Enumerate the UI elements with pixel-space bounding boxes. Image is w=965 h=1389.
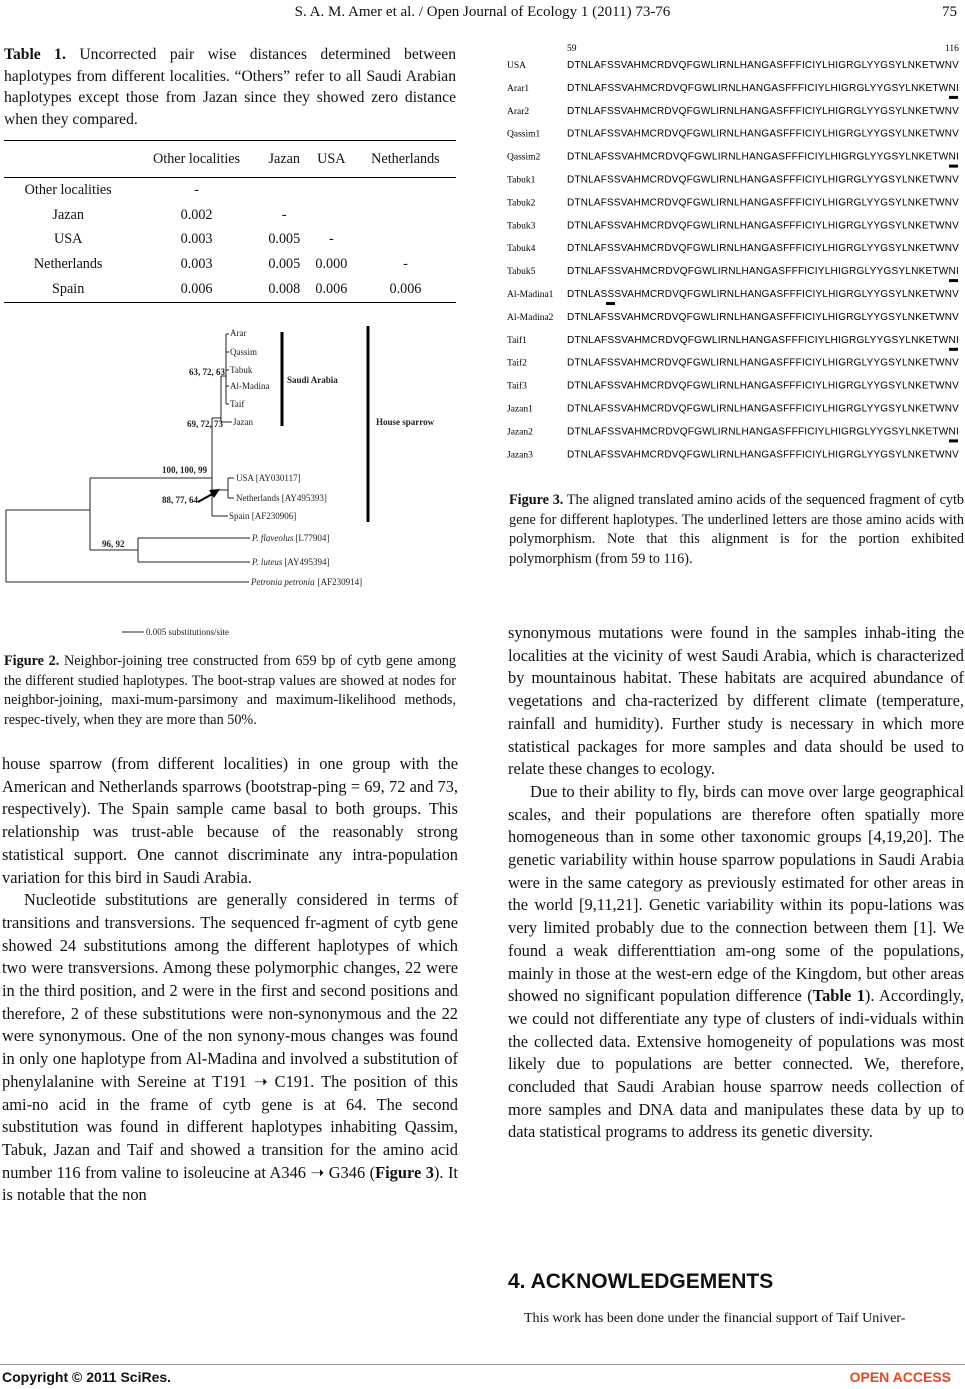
table-column-header: Netherlands bbox=[355, 141, 456, 178]
amino-acid-sequence: DTNLAFSSVAHMCRDVQFGWLIRNLHANGASFFFICIYLHIGRGLYYGSYLNKETWNV bbox=[567, 243, 960, 255]
table-cell bbox=[355, 203, 456, 228]
arrow-icon: ➝ bbox=[310, 1162, 325, 1182]
table-cell: 0.006 bbox=[355, 277, 456, 302]
amino-acid-sequence: DTNLAFSSVAHMCRDVQFGWLIRNLHANGASFFFICIYLHIGRGLYYGSYLNKETWNI bbox=[567, 266, 959, 278]
table-cell: - bbox=[281, 206, 287, 223]
table-cell bbox=[308, 203, 355, 228]
taxon-label: USA [AY030117] bbox=[236, 473, 301, 483]
table-cell: 0.005 bbox=[268, 231, 301, 248]
amino-acid-sequence: DTNLAFSSVAHMCRDVQFGWLIRNLHANGASFFFICIYLHIGRGLYYGSYLNKETWNV bbox=[567, 220, 960, 232]
amino-acid-sequence: DTNLAFSSVAHMCRDVQFGWLIRNLHANGASFFFICIYLHIGRGLYYGSYLNKETWNV bbox=[567, 174, 960, 186]
amino-acid-sequence: DTNLAFSSVAHMCRDVQFGWLIRNLHANGASFFFICIYLHIGRGLYYGSYLNKETWNV bbox=[567, 449, 960, 461]
bootstrap-label: 63, 72, 63 bbox=[189, 367, 225, 377]
amino-acid-sequence: DTNLAFSSVAHMCRDVQFGWLIRNLHANGASFFFICIYLHIGRGLYYGSYLNKETWNV bbox=[567, 105, 960, 117]
taxon-label: Qassim bbox=[230, 347, 257, 357]
table-cell: Netherlands bbox=[33, 256, 103, 273]
haplotype-label: Arar1 bbox=[507, 83, 530, 94]
figure2-caption-label: Figure 2. bbox=[4, 653, 60, 669]
taxon-label: Jazan bbox=[233, 417, 253, 427]
table-cell: 0.002 bbox=[180, 206, 213, 223]
distance-table bbox=[4, 140, 456, 303]
amino-acid-sequence: DTNLAFSSVAHMCRDVQFGWLIRNLHANGASFFFICIYLHIGRGLYYGSYLNKETWNV bbox=[567, 60, 960, 71]
table-cell: 0.008 bbox=[261, 277, 308, 302]
table-cell bbox=[355, 178, 456, 203]
amino-acid-sequence: DTNLAFSSVAHMCRDVQFGWLIRNLHANGASFFFICIYLHIGRGLYYGSYLNKETWNV bbox=[567, 380, 960, 392]
table-cell: - bbox=[403, 256, 408, 273]
bootstrap-label: 96, 92 bbox=[102, 539, 125, 549]
table-cell: 0.003 bbox=[180, 256, 213, 273]
table-cell: 0.000 bbox=[315, 256, 348, 273]
haplotype-label: Qassim1 bbox=[507, 129, 541, 140]
table-header-row bbox=[4, 141, 456, 178]
table-column-header: USA bbox=[308, 141, 355, 178]
start-position-label: 59 bbox=[567, 44, 577, 54]
haplotype-label: Arar2 bbox=[507, 106, 530, 117]
table-row bbox=[4, 252, 456, 277]
table1-ref: Table 1 bbox=[812, 986, 865, 1006]
taxon-label: Arar bbox=[230, 328, 247, 338]
acknowledgement-text: This work has been done under the financial support of Taif Univer- bbox=[524, 1311, 906, 1326]
figure2-caption bbox=[4, 652, 456, 730]
figure3-caption-text: The aligned translated amino acids of the sequenced fragment of cytb gene for different haplotypes. The underlined letters are those amino acids with polymorphism. Note that this alignment is for the portion exhibited polymorphism (from 59 to 116). bbox=[509, 492, 964, 567]
bootstrap-label: 100, 100, 99 bbox=[162, 465, 207, 475]
haplotype-label: Tabuk3 bbox=[507, 221, 536, 232]
figure2-caption-text: Neighbor-joining tree constructed from 659 bp of cytb gene among the different studied haplotypes. The boot-strap values are showed at nodes for neighbor-joining, maxi-mum-parsimony and maximum-likelihood methods, respec-tively, when they are more than 50%. bbox=[4, 653, 456, 728]
table-cell: USA bbox=[53, 231, 83, 248]
amino-acid-sequence: DTNLAFSSVAHMCRDVQFGWLIRNLHANGASFFFICIYLHIGRGLYYGSYLNKETWNV bbox=[567, 128, 960, 140]
haplotype-label: Tabuk4 bbox=[507, 244, 536, 255]
taxon-label: Al-Madina bbox=[230, 381, 270, 391]
table-column-header: Other localities bbox=[132, 141, 260, 178]
table-cell: Jazan bbox=[52, 206, 84, 223]
amino-acid-sequence: DTNLAFSSVAHMCRDVQFGWLIRNLHANGASFFFICIYLHIGRGLYYGSYLNKETWNV bbox=[567, 403, 960, 415]
haplotype-label: Taif2 bbox=[507, 358, 527, 369]
alignment-figure bbox=[505, 40, 965, 470]
amino-acid-sequence: DTNLAFSSVAHMCRDVQFGWLIRNLHANGASFFFICIYLHIGRGLYYGSYLNKETWNV bbox=[567, 311, 960, 323]
haplotype-label: Tabuk5 bbox=[507, 267, 536, 278]
section-title: 4. ACKNOWLEDGEMENTS bbox=[508, 1270, 774, 1293]
haplotype-label: Al-Madina2 bbox=[507, 312, 554, 323]
page-number: 75 bbox=[942, 4, 957, 20]
amino-acid-sequence: DTNLASSSVAHMCRDVQFGWLIRNLHANGASFFFICIYLHIGRGLYYGSYLNKETWNV bbox=[567, 289, 960, 300]
arrow-icon bbox=[198, 489, 220, 502]
figure3-caption bbox=[509, 491, 964, 569]
polymorphism-mark bbox=[949, 96, 958, 99]
table-cell: Spain bbox=[4, 277, 132, 302]
table-column-header: Jazan bbox=[261, 141, 308, 178]
taxon-label: Petronia petronia [AF230914] bbox=[251, 577, 363, 587]
table-row bbox=[4, 277, 456, 302]
right-column-text bbox=[508, 622, 964, 1144]
polymorphism-mark bbox=[606, 302, 615, 305]
body-paragraph: synonymous mutations were found in the samples inhab-iting the localities at the vicinity of west Saudi Arabia, which is characterized by mountainous habitat. These habitats are acquired abundance of vegetations and cha-racterized by different climate (temperature, rainfall and humidity). Further study is necessary in which more statistical packages for more samples and data should be used to relate these changes to ecology. bbox=[508, 623, 964, 779]
end-position-label: 116 bbox=[945, 44, 959, 54]
polymorphism-mark bbox=[949, 439, 958, 442]
table-cell: 0.006 bbox=[132, 277, 260, 302]
polymorphism-mark bbox=[949, 165, 958, 168]
running-head: S. A. M. Amer et al. / Open Journal of Ecology 1 (2011) 73-76 bbox=[294, 4, 671, 20]
scale-label: 0.005 substitutions/site bbox=[146, 627, 230, 637]
table-row bbox=[4, 178, 456, 203]
table-cell: 0.005 bbox=[268, 256, 301, 273]
table-row bbox=[4, 203, 456, 228]
alignment-rows bbox=[507, 60, 959, 460]
body-paragraph: Due to their ability to fly, birds can move over large geographical scales, and their populations are therefore often spatially more homogeneous than in some other taxonomic groups [4,19,20]. The genetic variability within house sparrow populations in Saudi Arabia were in the same category as previously estimated for other areas in the world [9,11,21]. Genetic variability within its popu-lations was very limited probably due to the connection between them [1]. We found a weak differenttiation am-ong some of the populations, mainly in those at the west-ern edge of the Kingdom, but other areas showed no significant population difference (Table 1). Accordingly, we could not differentiate any type of clusters of indi-viduals within the collected data. Extensive homogeneity of populations was most likely due to populations are better connected. We, therefore, concluded that Saudi Arabian house sparrow needs collection of more samples and DNA data and manipulates these data by up to data statistical programs to address its genetic diversity. bbox=[508, 781, 964, 1142]
table1-caption bbox=[4, 44, 456, 130]
bootstrap-label: 69, 72, 73 bbox=[187, 419, 223, 429]
table-cell: - bbox=[194, 181, 199, 198]
taxon-label: Tabuk bbox=[230, 365, 253, 375]
saudi-arabia-label: Saudi Arabia bbox=[287, 375, 338, 385]
amino-acid-sequence: DTNLAFSSVAHMCRDVQFGWLIRNLHANGASFFFICIYLHIGRGLYYGSYLNKETWNI bbox=[567, 334, 959, 346]
body-paragraph: house sparrow (from different localities) in one group with the American and Netherlands sparrows (bootstrap-ping = 69, 72 and 73, respectively). The Spain sample came basal to both groups. This relationship was trust-able because of the reasonably strong statistical support. One cannot discriminate any intra-population variation for this bird in Saudi Arabia. bbox=[2, 754, 458, 887]
polymorphism-mark bbox=[949, 348, 958, 351]
haplotype-label: Qassim2 bbox=[507, 152, 541, 163]
taxon-label: P. luteus [AY495394] bbox=[252, 557, 330, 567]
haplotype-label: Jazan1 bbox=[507, 404, 533, 415]
table-cell: 0.003 bbox=[180, 231, 213, 248]
haplotype-label: Jazan2 bbox=[507, 427, 533, 438]
footer-rule bbox=[0, 1364, 965, 1365]
copyright: Copyright © 2011 SciRes. bbox=[2, 1369, 172, 1385]
haplotype-label: Al-Madina1 bbox=[507, 290, 554, 300]
figure3-caption-label: Figure 3. bbox=[509, 492, 564, 508]
taxon-label: Spain [AF230906] bbox=[229, 511, 297, 521]
table-cell bbox=[308, 178, 355, 203]
haplotype-label: Jazan3 bbox=[507, 450, 533, 461]
table-column-header bbox=[4, 141, 132, 178]
amino-acid-sequence: DTNLAFSSVAHMCRDVQFGWLIRNLHANGASFFFICIYLHIGRGLYYGSYLNKETWNI bbox=[567, 82, 959, 94]
haplotype-label: Taif3 bbox=[507, 381, 527, 392]
amino-acid-sequence: DTNLAFSSVAHMCRDVQFGWLIRNLHANGASFFFICIYLHIGRGLYYGSYLNKETWNV bbox=[567, 197, 960, 209]
taxon-label: Taif bbox=[230, 399, 245, 409]
phylogenetic-tree bbox=[0, 318, 460, 648]
haplotype-label: USA bbox=[507, 61, 527, 71]
left-column-text bbox=[2, 753, 458, 1207]
haplotype-label: Taif1 bbox=[507, 335, 527, 346]
taxon-label: Netherlands [AY495393] bbox=[236, 493, 327, 503]
house-sparrow-label: House sparrow bbox=[376, 417, 435, 427]
table1-caption-text: Uncorrected pair wise distances determined between haplotypes from different localities. “Others” refer to all Saudi Arabian haplotypes except those from Jazan since they showed zero distance when they compared. bbox=[4, 46, 456, 128]
polymorphism-mark bbox=[949, 279, 958, 282]
bootstrap-label: 88, 77, 64 bbox=[162, 495, 198, 505]
haplotype-label: Tabuk1 bbox=[507, 175, 536, 186]
haplotype-label: Tabuk2 bbox=[507, 198, 536, 209]
table-cell: 0.006 bbox=[308, 277, 355, 302]
table-cell bbox=[355, 228, 456, 253]
amino-acid-sequence: DTNLAFSSVAHMCRDVQFGWLIRNLHANGASFFFICIYLHIGRGLYYGSYLNKETWNI bbox=[567, 426, 959, 438]
table-cell: Other localities bbox=[24, 181, 112, 198]
open-access-badge: OPEN ACCESS bbox=[849, 1369, 951, 1385]
amino-acid-sequence: DTNLAFSSVAHMCRDVQFGWLIRNLHANGASFFFICIYLHIGRGLYYGSYLNKETWNV bbox=[567, 357, 960, 369]
table1-caption-label: Table 1. bbox=[4, 46, 66, 63]
amino-acid-sequence: DTNLAFSSVAHMCRDVQFGWLIRNLHANGASFFFICIYLHIGRGLYYGSYLNKETWNI bbox=[567, 151, 959, 163]
table-cell bbox=[261, 178, 308, 203]
table-cell: - bbox=[328, 231, 334, 248]
figure3-ref: Figure 3 bbox=[375, 1162, 434, 1182]
table-row bbox=[4, 228, 456, 253]
arrow-icon: ➝ bbox=[253, 1071, 268, 1091]
taxon-label: P. flaveolus [L77904] bbox=[252, 533, 330, 543]
body-paragraph: Nucleotide substitutions are generally considered in terms of transitions and transversions. The sequenced fr-agment of cytb gene showed 24 substitutions among the different haplotypes of which two were transversions. Among these polymorphic changes, 22 were in the third position, and 2 were in the first and second positions and therefore, 2 of these substitutions were non-synonymous and the 22 were synonymous. One of the non synony-mous changes was found in only one haplotype from Al-Madina and involved a substitution of phenylalanine with Sereine at T191 ➝ C191. The position of this ami-no acid in the frame of cytb gene is at 64. The second substitution was found in different haplotypes inhabiting Qassim, Tabuk, Jazan and Taif and showed a transition for the amino acid number 116 from valine to isoleucine at A346 ➝ G346 (Figure 3). It is notable that the non bbox=[2, 890, 458, 1205]
